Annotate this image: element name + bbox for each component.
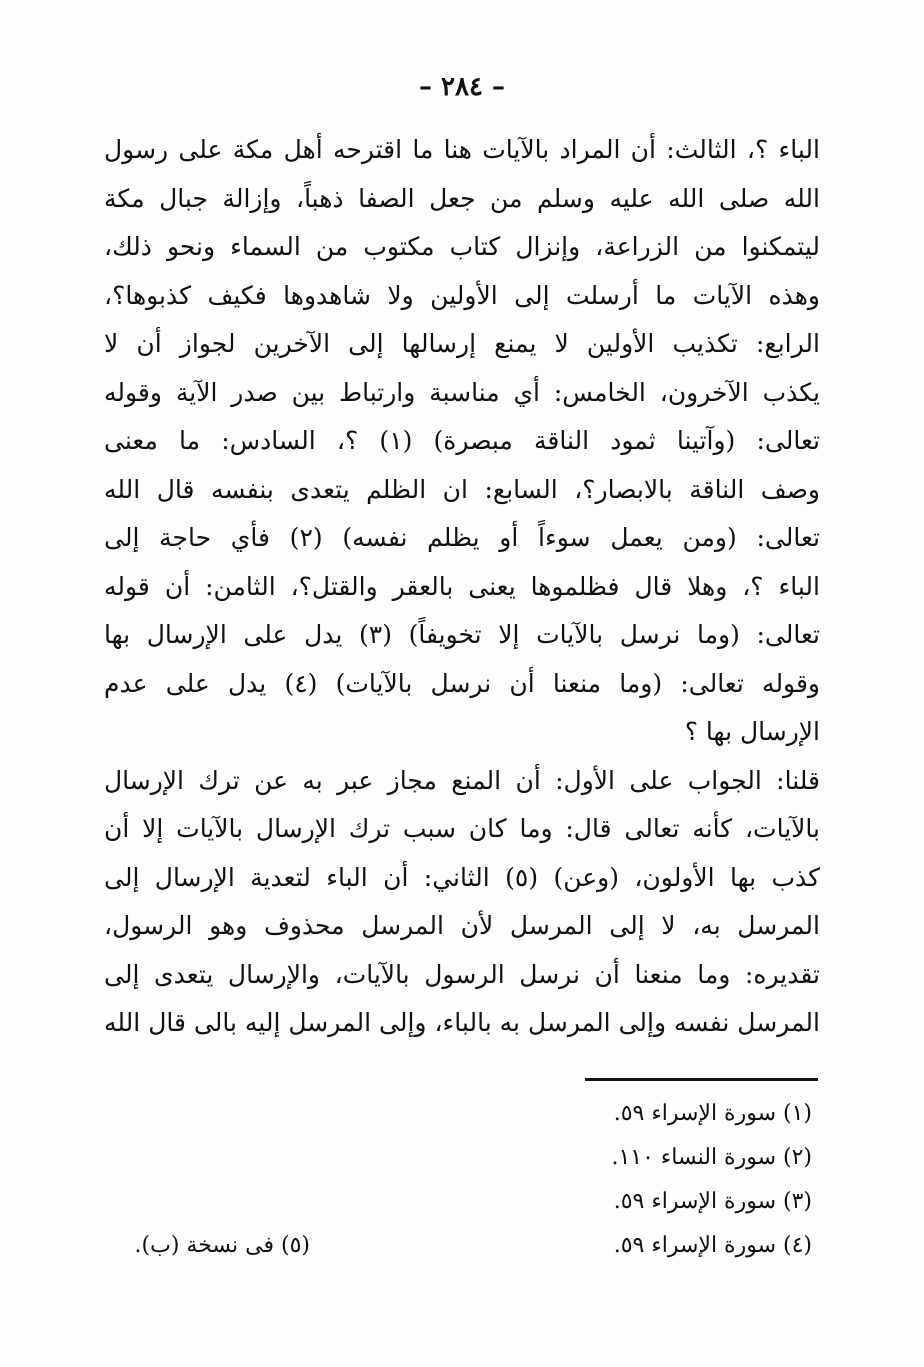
text-line-3: ليتمكنوا من الزراعة، وإنزال كتاب مكتوب من السماء ونحو ذلك،	[104, 232, 820, 261]
text-line-7: تعالى: (وآتينا ثمود الناقة مبصرة) (١) ؟، السادس: ما معنى	[104, 426, 820, 455]
page-number: – ٢٨٤ –	[418, 72, 506, 102]
footnote-1: (١) سورة الإسراء ٥٩.	[613, 1101, 812, 1126]
text-line-8: وصف الناقة بالابصار؟، السابع: ان الظلم يتعدى بنفسه قال الله	[104, 474, 820, 504]
text-line-2: الله صلى الله عليه وسلم من جعل الصفا ذهباً، وإزالة جبال مكة	[104, 183, 820, 213]
text-line-18: تقديره: وما منعنا أن نرسل الرسول بالآيات، والإرسال يتعدى إلى	[104, 959, 820, 989]
footnote-2: (٢) سورة النساء ١١٠.	[611, 1145, 812, 1170]
text-line-9: تعالى: (ومن يعمل سوءاً أو يظلم نفسه) (٢) فأي حاجة إلى	[104, 523, 820, 552]
text-line-12: وقوله تعالى: (وما منعنا أن نرسل بالآيات) (٤) يدل على عدم	[104, 668, 820, 698]
text-line-4: وهذه الآيات ما أرسلت إلى الأولين ولا شاهدوها فكيف كذبوها؟،	[104, 280, 820, 310]
footnote-3: (٣) سورة الإسراء ٥٩.	[613, 1189, 812, 1214]
text-line-16: كذب بها الأولون، (وعن) (٥) الثاني: أن الباء لتعدية الإرسال إلى	[104, 862, 820, 892]
text-line-14: قلنا: الجواب على الأول: أن المنع مجاز عبر به عن ترك الإرسال	[104, 765, 820, 795]
text-line-15: بالآيات، كأنه تعالى قال: وما كان سبب ترك الإرسال بالآيات إلا أن	[104, 814, 820, 843]
text-line-13: الإرسال بها ؟	[684, 717, 820, 746]
footnote-4: (٤) سورة الإسراء ٥٩.	[613, 1233, 812, 1258]
text-line-19: المرسل نفسه وإلى المرسل به بالباء، وإلى المرسل إليه بالى قال الله	[104, 1008, 820, 1037]
text-line-11: تعالى: (وما نرسل بالآيات إلا تخويفاً) (٣) يدل على الإرسال بها	[104, 620, 820, 649]
text-line-1: الباء ؟، الثالث: أن المراد بالآيات هنا ما اقترحه أهل مكة على رسول	[104, 135, 820, 164]
footnote-divider	[585, 1078, 818, 1081]
footnotes	[560, 1092, 812, 1268]
main-text	[104, 126, 820, 1048]
text-line-17: المرسل به، لا إلى المرسل لأن المرسل محذوف وهو الرسول،	[104, 911, 820, 940]
text-line-6: يكذب الآخرون، الخامس: أي مناسبة وارتباط بين صدر الآية وقوله	[104, 377, 820, 407]
footnote-5: (٥) فى نسخة (ب).	[134, 1233, 310, 1258]
text-line-10: الباء ؟، وهلا قال فظلموها يعنى بالعقر والقتل؟، الثامن: أن قوله	[104, 571, 820, 601]
text-line-5: الرابع: تكذيب الأولين لا يمنع إرسالها إلى الآخرين لجواز أن لا	[104, 329, 820, 358]
